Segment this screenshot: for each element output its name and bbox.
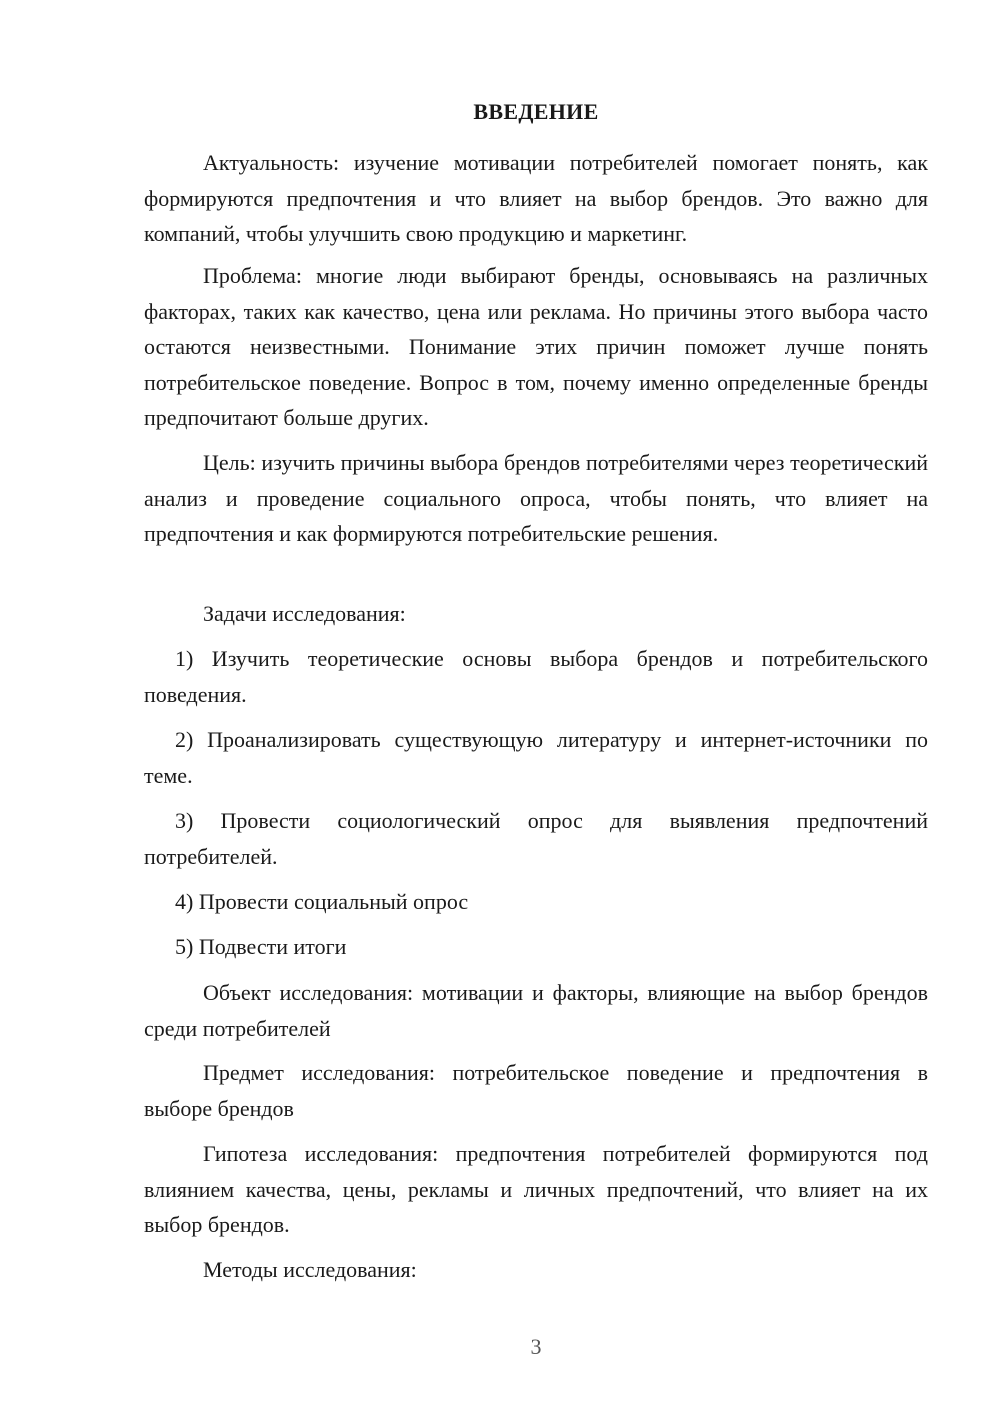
task-item-3: 3) Провести социологический опрос для выявления предпочтений потребителей.: [144, 808, 928, 869]
paragraph-relevance: Актуальность: изучение мотивации потребителей помогает понять, как формируются предпочтения и что влияет на выбор брендов. Это важно для компаний, чтобы улучшить свою продукцию и маркетинг.: [144, 150, 928, 246]
task-item-2: 2) Проанализировать существующую литературу и интернет-источники по теме.: [144, 727, 928, 788]
paragraph-problem: Проблема: многие люди выбирают бренды, основываясь на различных факторах, таких как качество, цена или реклама. Но причины этого выбора часто остаются неизвестными. Понимание этих причин поможет лучше понять потребительское поведение. Вопрос в том, почему именно определенные бренды предпочитают больше других.: [144, 263, 928, 430]
task-item-4: 4) Провести социальный опрос: [175, 889, 469, 914]
task-item-1: 1) Изучить теоретические основы выбора брендов и потребительского поведения.: [144, 646, 928, 707]
paragraph-object: Объект исследования: мотивации и факторы, влияющие на выбор брендов среди потребителей: [144, 980, 928, 1041]
tasks-title: Задачи исследования:: [203, 601, 406, 626]
paragraph-subject: Предмет исследования: потребительское поведение и предпочтения в выборе брендов: [144, 1060, 928, 1121]
paragraph-goal: Цель: изучить причины выбора брендов потребителями через теоретический анализ и проведение социального опроса, чтобы понять, что влияет на предпочтения и как формируются потребительские решения.: [144, 450, 928, 546]
page-number: 3: [530, 1334, 542, 1359]
paragraph-hypothesis: Гипотеза исследования: предпочтения потребителей формируются под влиянием качества, цены, рекламы и личных предпочтений, что влияет на их выбор брендов.: [144, 1141, 928, 1237]
paragraph-methods: Методы исследования:: [203, 1257, 417, 1282]
task-item-5: 5) Подвести итоги: [175, 934, 347, 959]
section-heading: ВВЕДЕНИЕ: [473, 99, 599, 124]
